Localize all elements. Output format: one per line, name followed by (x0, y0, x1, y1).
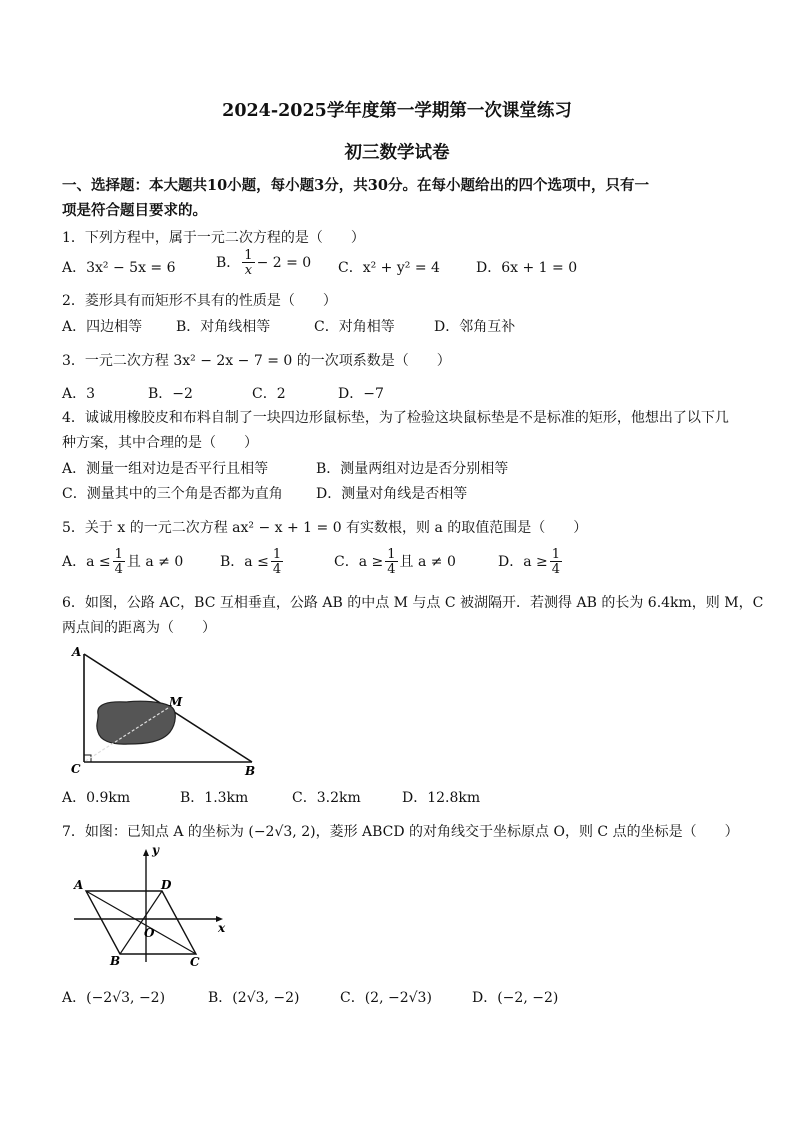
q1-option-b-fraction (242, 249, 254, 277)
q2-option-b: B．对角线相等 (176, 319, 271, 335)
q1-b-numerator: 1 (244, 248, 253, 263)
q7-label-x: x (218, 921, 226, 935)
q7-label-b: B (110, 954, 121, 968)
q3-option-b: B．−2 (148, 386, 193, 402)
q3-option-c: C．2 (252, 386, 286, 402)
q6-label-a: A (72, 645, 82, 659)
q7-label-d: D (161, 878, 172, 892)
q5-a-fraction (113, 548, 125, 576)
q5-option-b (220, 548, 285, 576)
q4-option-a: A．测量一组对边是否平行且相等 (62, 461, 269, 477)
q1-option-b (216, 249, 311, 277)
q4-stem-line1: 4．诚诚用橡胶皮和布料自制了一块四边形鼠标垫，为了检验这块鼠标垫是不是标准的矩形，他想出了以下几 (62, 410, 729, 426)
q2-option-a: A．四边相等 (62, 319, 143, 335)
q7-option-a: A．(−2√3, −2) (62, 990, 166, 1006)
q3-stem: 3．一元二次方程 3x² − 2x − 7 = 0 的一次项系数是（ ） (62, 353, 451, 369)
q5-d-denominator: 4 (551, 562, 561, 577)
section-heading-line1: 一、选择题：本大题共10小题，每小题3分，共30分。在每小题给出的四个选项中，只有一 (62, 177, 649, 194)
q7-diagonal-bd (120, 891, 162, 954)
q2-stem: 2．菱形具有而矩形不具有的性质是（ ） (62, 293, 337, 309)
q5-a-denominator: 4 (114, 562, 123, 577)
exam-title: 2024-2025学年度第一学期第一次课堂练习 (222, 101, 572, 121)
q1-option-a: A．3x² − 5x = 6 (62, 260, 176, 276)
q6-label-b: B (245, 764, 256, 778)
q7-label-a: A (74, 878, 84, 892)
q5-c-fraction (385, 548, 397, 576)
q5-a-prefix: A．a ≤ (62, 554, 111, 570)
q1-option-c: C．x² + y² = 4 (338, 260, 440, 276)
q5-a-suffix: 且 a ≠ 0 (126, 554, 184, 570)
q7-y-axis-arrow (143, 849, 149, 856)
q6-figure (66, 644, 266, 779)
q5-b-prefix: B．a ≤ (220, 554, 269, 570)
q4-option-c: C．测量其中的三个角是否都为直角 (62, 486, 283, 502)
q5-c-denominator: 4 (387, 562, 396, 577)
section-heading-line2: 项是符合题目要求的。 (62, 202, 207, 219)
q2-option-c: C．对角相等 (314, 319, 395, 335)
q3-option-d: D．−7 (338, 386, 384, 402)
q2-option-d: D．邻角互补 (434, 319, 516, 335)
q7-option-d: D．(−2, −2) (472, 990, 559, 1006)
q6-lake (97, 701, 175, 744)
q5-a-numerator: 1 (114, 547, 123, 562)
q7-label-c: C (190, 955, 200, 969)
q1-option-b-prefix: B． (216, 255, 241, 271)
q7-figure (68, 844, 238, 972)
q6-option-b: B．1.3km (180, 790, 249, 806)
q5-option-a (62, 548, 183, 576)
exam-subtitle: 初三数学试卷 (344, 143, 450, 163)
q5-stem: 5．关于 x 的一元二次方程 ax² − x + 1 = 0 有实数根，则 a 的取值范围是（ ） (62, 520, 588, 536)
q5-c-prefix: C．a ≥ (334, 554, 384, 570)
q5-option-c (334, 548, 456, 576)
q7-label-y: y (152, 844, 159, 857)
q6-option-a: A．0.9km (62, 790, 131, 806)
q4-stem-line2: 种方案，其中合理的是（ ） (62, 435, 258, 451)
q5-d-prefix: D．a ≥ (498, 554, 548, 570)
q5-option-d (498, 548, 564, 576)
q6-figure-svg (66, 644, 266, 779)
q7-option-b: B．(2√3, −2) (208, 990, 300, 1006)
q7-figure-svg (68, 844, 238, 972)
q3-option-a: A．3 (62, 386, 96, 402)
q5-b-denominator: 4 (272, 562, 282, 577)
q5-d-fraction (550, 548, 562, 576)
q1-option-b-suffix: − 2 = 0 (256, 255, 312, 271)
q6-label-m: M (169, 695, 183, 709)
q7-stem: 7．如图：已知点 A 的坐标为 (−2√3, 2)，菱形 ABCD 的对角线交于坐标原点 O，则 C 点的坐标是（ ） (62, 824, 739, 840)
q5-c-suffix: 且 a ≠ 0 (399, 554, 456, 570)
q4-option-b: B．测量两组对边是否分别相等 (316, 461, 509, 477)
q6-stem-line2: 两点间的距离为（ ） (62, 620, 216, 636)
q7-label-o: O (144, 926, 155, 940)
q1-b-denominator: x (244, 263, 253, 278)
q6-option-d: D．12.8km (402, 790, 481, 806)
q7-option-c: C．(2, −2√3) (340, 990, 432, 1006)
q6-option-c: C．3.2km (292, 790, 361, 806)
q5-d-numerator: 1 (551, 547, 561, 562)
q6-label-c: C (71, 762, 81, 776)
q5-b-fraction (271, 548, 283, 576)
q1-stem: 1．下列方程中，属于一元二次方程的是（ ） (62, 230, 365, 246)
q5-c-numerator: 1 (387, 547, 396, 562)
q1-option-d: D．6x + 1 = 0 (476, 260, 578, 276)
q6-stem-line1: 6．如图，公路 AC，BC 互相垂直，公路 AB 的中点 M 与点 C 被湖隔开．若测得 AB 的长为 6.4km，则 M，C (62, 595, 764, 611)
q5-b-numerator: 1 (272, 547, 282, 562)
q4-option-d: D．测量对角线是否相等 (316, 486, 468, 502)
